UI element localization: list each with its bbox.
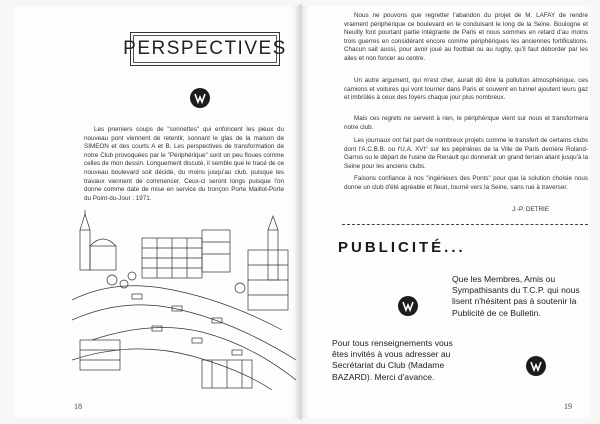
perspectives-title-box (123, 32, 287, 66)
right-paragraph-3: Mais ces regrets ne servent à rien, le périphérique vient sur nous et transformera notre club. (344, 115, 588, 131)
tcp-logo-icon (526, 356, 546, 376)
publicite-text-contact: Pour tous renseignements vous êtes invités à vous adresser au Secrétariat du Club (Madame BAZARD). Merci d'avance. (332, 338, 453, 382)
right-paragraph-4: Les journaux ont fait part de nombreux projets comme le transfert de certains clubs dont l'A.C.B.B. ou l'U.A. XVI° sur les pépinières de la Ville de Paris derrière Roland-Garros ou le départ de l'usine de Renault qui donnerait un grand terrain aliant jusqu'à la Seine pour les anciens clubs. (344, 137, 588, 170)
page-number-left: 18 (74, 402, 82, 411)
section-divider (342, 224, 588, 225)
right-paragraph-1: Nous ne pouvons que regretter l'abandon du projet de M. LAFAY de rendre vraiment périphérique ce boulevard en le conduisant le long de la Seine. Boulogne et Neuilly font pourtant partie intégrante de Paris et nous sommes en retard d'au moins trois guerres en considérant encore comme périphériques les anciennes fortifications. Chacun sait aussi, pour avoir joué au football ou au rugby, qu'il faut déborder par les ailes et non foncer au centre. (344, 12, 588, 62)
right-page (302, 6, 590, 418)
left-page (14, 6, 299, 418)
boulevard-sketch-illustration (72, 210, 296, 390)
page-number-right: 19 (564, 402, 572, 411)
page-title: PERSPECTIVES (123, 38, 287, 59)
right-paragraph-5: Faisons confiance à nos "ingénieurs des Ponts" pour que la solution choisie nous donne un club d'été agréable et fleuri, tourné vers la Seine, sans rue à traverser. (344, 175, 588, 191)
left-paragraph: Les premiers coups de "sonnettes" qui enfoncent les pieux du nouveau pont viennent de retentir, sonnant le glas de la maison de SIMEON et des courts A et B. Les perspectives de transformation de notre Club provoquées par le "Périphérique" sont un peu floues comme celles de mon dessin. Longuement discuté, il semble que le tracé de ce nouveau boulevard soit décidé, du moins jusqu'au club, puisque les travaux viennent de commencer. Ceux-ci seront longs puisque l'on donne comme date de mise en service du tronçon Porte Maillot-Porte du Point-du-Jour : 1971. (84, 126, 284, 202)
tcp-logo-icon (190, 88, 210, 108)
tcp-logo-icon (398, 296, 418, 316)
publicite-text-members: Que les Membres, Amis ou Sympathisants du T.C.P. qui nous lisent n'hésitent pas à soutenir la Publicité de ce Bulletin. (452, 274, 580, 318)
author-signature: J.-P. DETRIE (512, 206, 549, 213)
publicite-title: PUBLICITÉ... (338, 239, 466, 256)
right-paragraph-2: Un autre argument, qui m'est cher, aurait dû être la pollution atmosphérique, ces camions et voitures qui vont tourner dans Paris et souvent en tunnel ajoutent leurs gaz et imbrûlés à ceux des foyers chaque jour plus nombreux. (344, 77, 588, 102)
